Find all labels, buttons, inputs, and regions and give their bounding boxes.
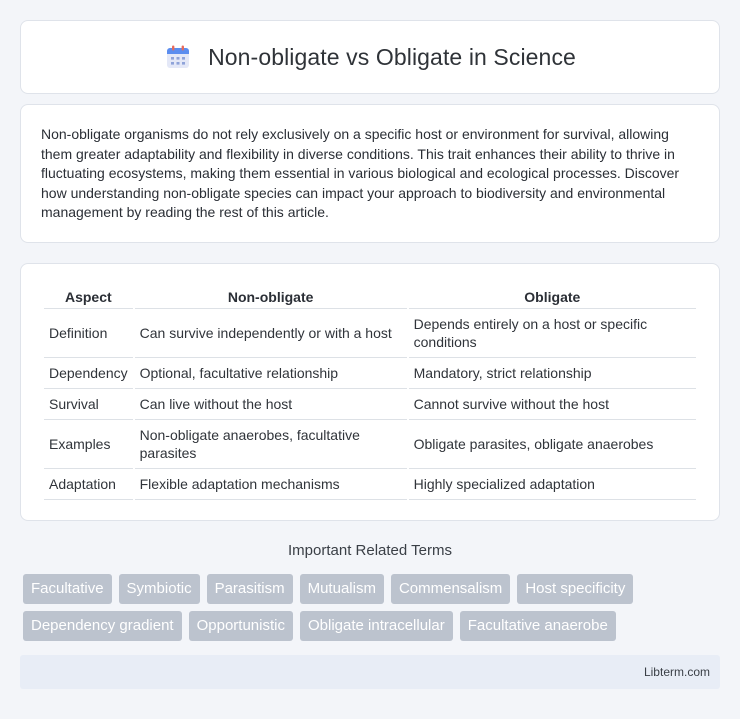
cell-aspect: Adaptation — [44, 469, 133, 500]
cell-non-obligate: Can survive independently or with a host — [135, 309, 407, 358]
header-non-obligate: Non-obligate — [135, 282, 407, 309]
cell-obligate: Depends entirely on a host or specific conditions — [409, 309, 696, 358]
tag-facultative[interactable]: Facultative — [23, 574, 112, 604]
table-header-row — [44, 282, 696, 309]
intro-text: Non-obligate organisms do not rely exclusively on a specific host or environment for survival, allowing them greater adaptability and flexibility in diverse conditions. This trait enhances their ability to thrive in fluctuating ecosystems, making them essential in various biological and ecological processes. Discover how understanding non-obligate species can impact your approach to biodiversity and environmental management by reading the rest of this article. — [41, 126, 680, 221]
comparison-table — [42, 282, 698, 500]
cell-non-obligate: Optional, facultative relationship — [135, 358, 407, 389]
cell-aspect: Examples — [44, 420, 133, 469]
table-row — [44, 420, 696, 469]
table-row — [44, 358, 696, 389]
tag-opportunistic[interactable]: Opportunistic — [189, 611, 293, 641]
calendar-icon — [164, 43, 192, 71]
table-row — [44, 389, 696, 420]
related-terms-title: Important Related Terms — [288, 542, 452, 559]
page-title: Non-obligate vs Obligate in Science — [208, 43, 576, 70]
intro-card — [20, 104, 720, 243]
cell-non-obligate: Can live without the host — [135, 389, 407, 420]
comparison-card — [20, 263, 720, 521]
tag-commensalism[interactable]: Commensalism — [391, 574, 510, 604]
cell-non-obligate: Non-obligate anaerobes, facultative parasites — [135, 420, 407, 469]
tag-parasitism[interactable]: Parasitism — [207, 574, 293, 604]
header-aspect: Aspect — [44, 282, 133, 309]
cell-non-obligate: Flexible adaptation mechanisms — [135, 469, 407, 500]
tag-facultative-anaerobe[interactable]: Facultative anaerobe — [460, 611, 616, 641]
cell-obligate: Cannot survive without the host — [409, 389, 696, 420]
tag-symbiotic[interactable]: Symbiotic — [119, 574, 200, 604]
tag-host-specificity[interactable]: Host specificity — [517, 574, 633, 604]
cell-obligate: Obligate parasites, obligate anaerobes — [409, 420, 696, 469]
table-row — [44, 309, 696, 358]
cell-obligate: Mandatory, strict relationship — [409, 358, 696, 389]
footer — [20, 655, 720, 689]
table-row — [44, 469, 696, 500]
header-obligate: Obligate — [409, 282, 696, 309]
cell-aspect: Definition — [44, 309, 133, 358]
cell-aspect: Dependency — [44, 358, 133, 389]
footer-site-link[interactable]: Libterm.com — [643, 665, 710, 679]
tag-obligate-intracellular[interactable]: Obligate intracellular — [300, 611, 453, 641]
cell-aspect: Survival — [44, 389, 133, 420]
tag-dependency-gradient[interactable]: Dependency gradient — [23, 611, 182, 641]
header-card — [20, 20, 720, 94]
cell-obligate: Highly specialized adaptation — [409, 469, 696, 500]
tag-mutualism[interactable]: Mutualism — [300, 574, 384, 604]
related-terms-list — [23, 574, 723, 641]
